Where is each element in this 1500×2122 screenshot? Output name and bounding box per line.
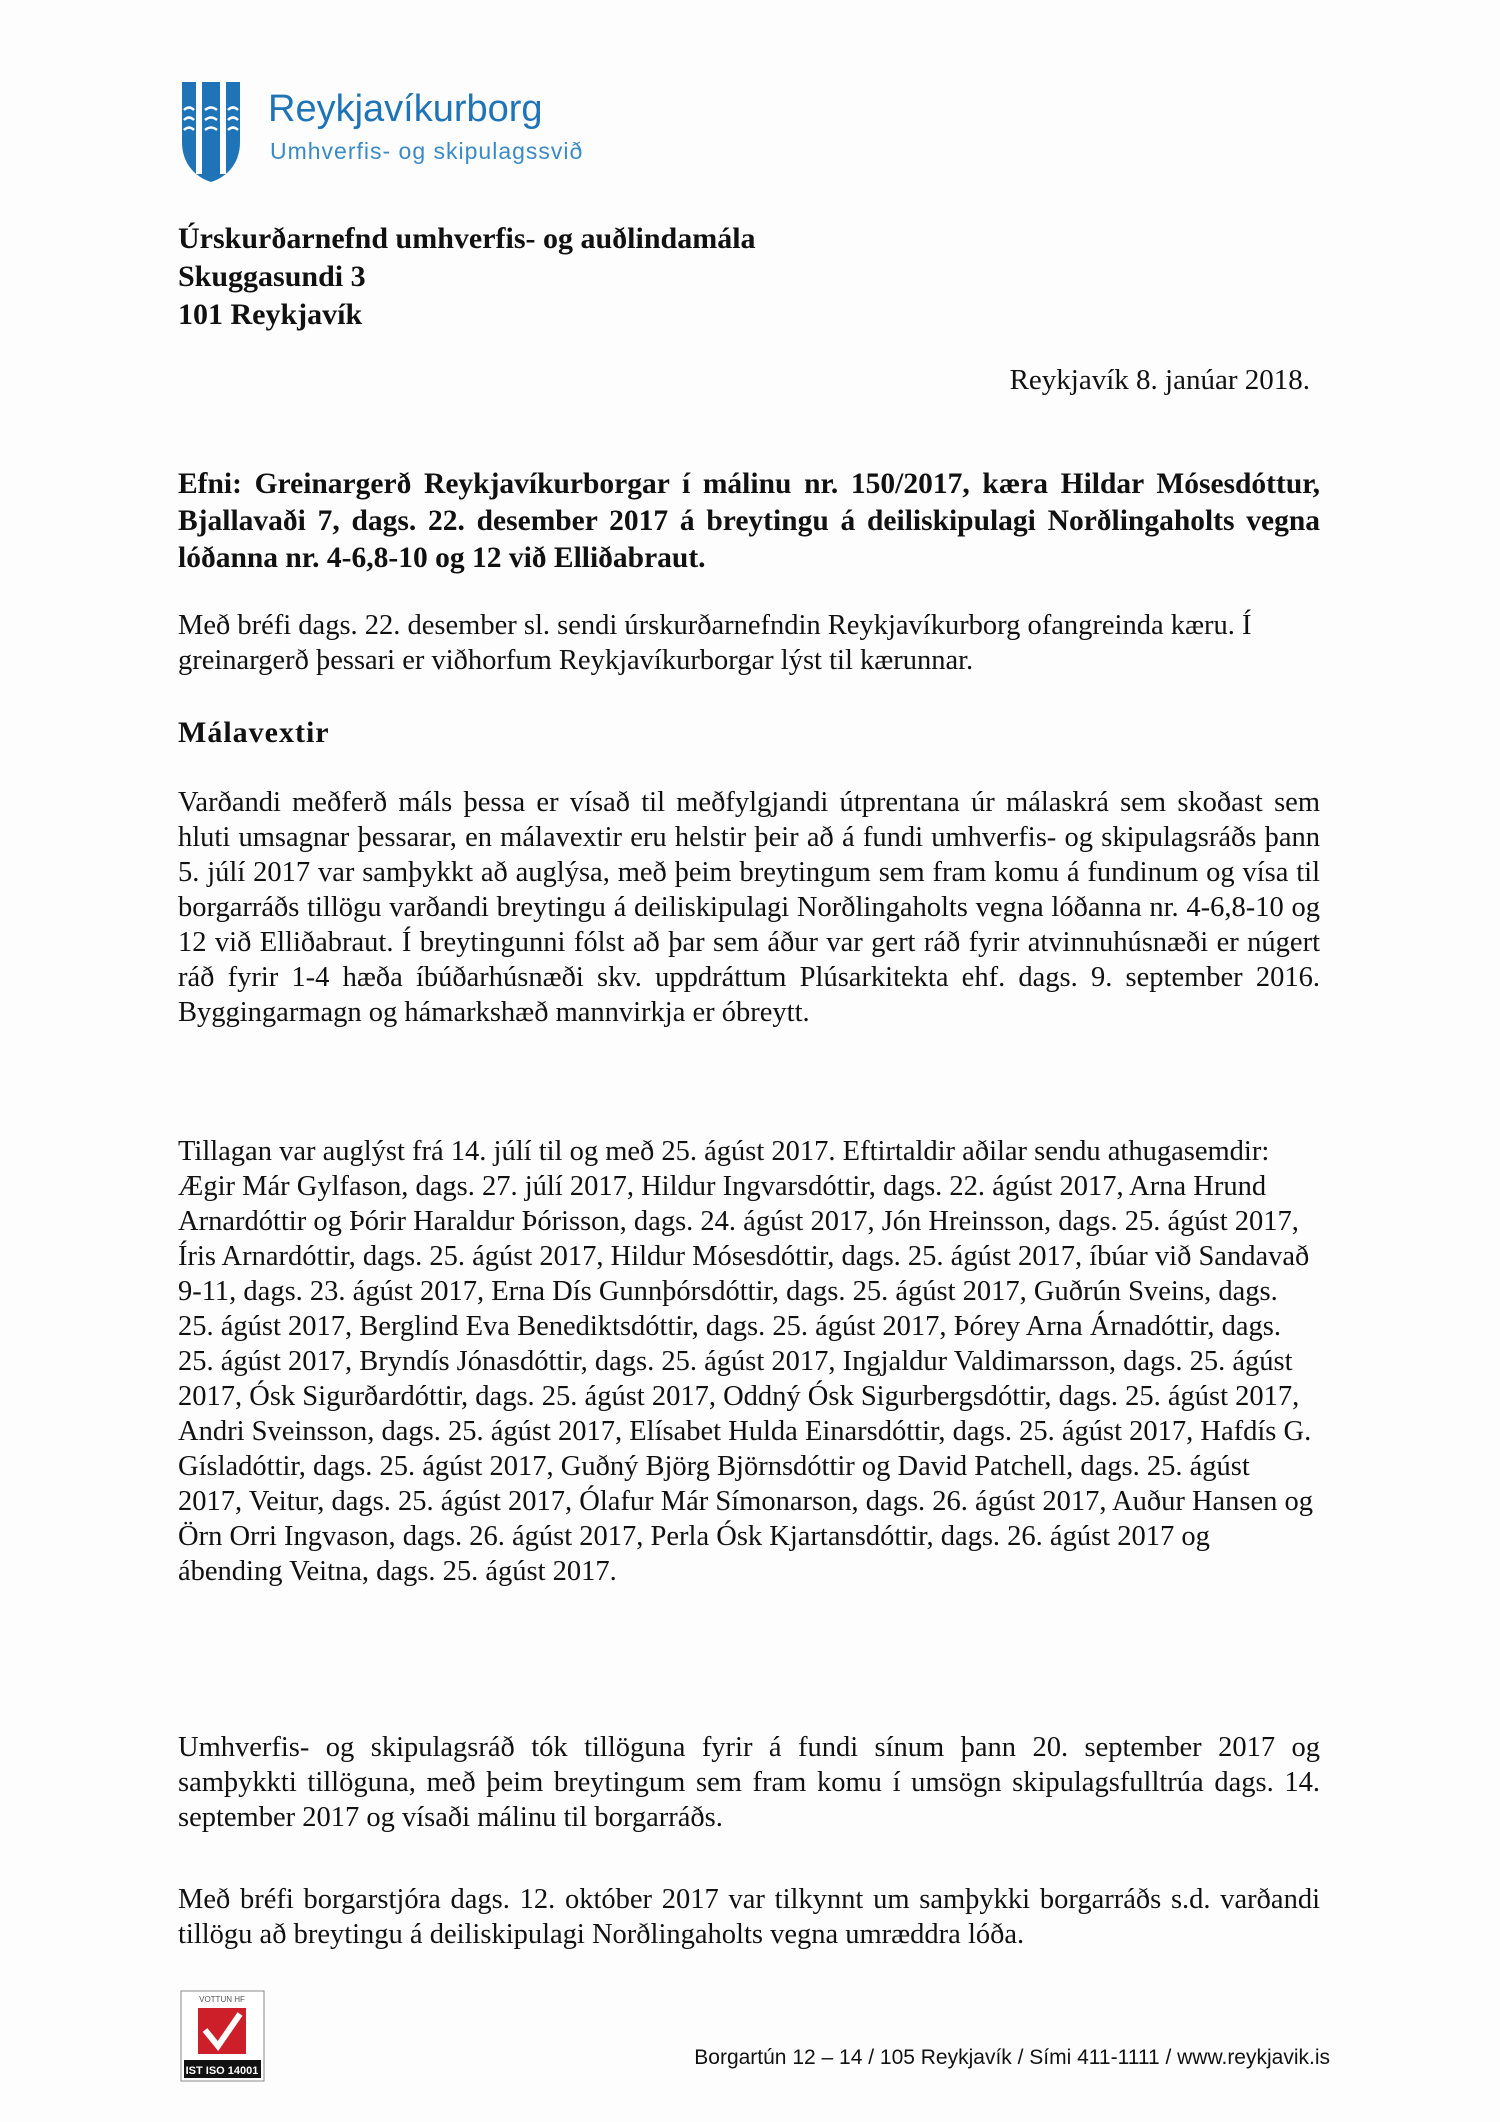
letter-date: Reykjavík 8. janúar 2018.	[1009, 364, 1310, 396]
department-name: Umhverfis- og skipulagssvið	[270, 138, 584, 164]
section-heading: Málavextir	[178, 716, 330, 749]
subject-line: Efni: Greinargerð Reykjavíkurborgar í málinu nr. 150/2017, kæra Hildar Mósesdóttur, Bjallavaði 7, dags. 22. desember 2017 á breytingu á deiliskipulagi Norðlingaholts vegna lóðanna nr. 4-6,8-10 og 12 við Elliðabraut.	[178, 468, 1320, 574]
paragraph-2: Tillagan var auglýst frá 14. júlí til og með 25. ágúst 2017. Eftirtaldir aðilar sendu athugasemdir: Ægir Már Gylfason, dags. 27. júlí 2017, Hildur Ingvarsdóttir, dags. 22. ágúst 2017, Arna Hrund Arnardóttir og Þórir Haraldur Þórisson, dags. 24. ágúst 2017, Jón Hreinsson, dags. 25. ágúst 2017, Íris Arnardóttir, dags. 25. ágúst 2017, Hildur Mósesdóttir, dags. 25. ágúst 2017, íbúar við Sandavað 9-11, dags. 23. ágúst 2017, Erna Dís Gunnþórsdóttir, dags. 25. ágúst 2017, Guðrún Sveins, dags. 25. ágúst 2017, Berglind Eva Benediktsdóttir, dags. 25. ágúst 2017, Þórey Arna Árnadóttir, dags. 25. ágúst 2017, Bryndís Jónasdóttir, dags. 25. ágúst 2017, Ingjaldur Valdimarsson, dags. 25. ágúst 2017, Ósk Sigurðardóttir, dags. 25. ágúst 2017, Oddný Ósk Sigurbergsdóttir, dags. 25. ágúst 2017, Andri Sveinsson, dags. 25. ágúst 2017, Elísabet Hulda Einarsdóttir, dags. 25. ágúst 2017, Hafdís G. Gísladóttir, dags. 25. ágúst 2017, Guðný Björg Björnsdóttir og David Patchell, dags. 25. ágúst 2017, Veitur, dags. 25. ágúst 2017, Ólafur Már Símonarson, dags. 26. ágúst 2017, Auður Hansen og Örn Orri Ingvason, dags. 26. ágúst 2017, Perla Ósk Kjartansdóttir, dags. 26. ágúst 2017 og ábending Veitna, dags. 25. ágúst 2017.	[178, 1136, 1314, 1587]
paragraph-3: Umhverfis- og skipulagsráð tók tillöguna fyrir á fundi sínum þann 20. september 2017 og samþykkti tillöguna, með þeim breytingum sem fram komu í umsögn skipulagsfulltrúa dags. 14. september 2017 og vísaði málinu til borgarráðs.	[178, 1732, 1320, 1833]
paragraph-4: Með bréfi borgarstjóra dags. 12. október 2017 var tilkynnt um samþykki borgarráðs s.d. varðandi tillögu að breytingu á deiliskipulagi Norðlingaholts vegna umræddra lóða.	[178, 1884, 1320, 1950]
cert-top-text: VOTTUN HF	[199, 1995, 245, 2004]
intro-paragraph: Með bréfi dags. 22. desember sl. sendi úrskurðarnefndin Reykjavíkurborg ofangreinda kæru. Í greinargerð þessari er viðhorfum Reykjavíkurborgar lýst til kærunnar.	[178, 610, 1252, 676]
footer-contact: Borgartún 12 – 14 / 105 Reykjavík / Sími 411-1111 / www.reykjavik.is	[694, 2046, 1330, 2069]
paragraph-1: Varðandi meðferð máls þessa er vísað til meðfylgjandi útprentana úr málaskrá sem skoðast sem hluti umsagnar þessarar, en málavextir eru helstir þeir að á fundi umhverfis- og skipulagsráðs þann 5. júlí 2017 var samþykkt að auglýsa, með þeim breytingum sem fram komu á fundinum og vísa til borgarráðs tillögu varðandi breytingu á deiliskipulagi Norðlingaholts vegna lóðanna nr. 4-6,8-10 og 12 við Elliðabraut. Í breytingunni fólst að þar sem áður var gert ráð fyrir atvinnuhúsnæði er núgert ráð fyrir 1-4 hæða íbúðarhúsnæði skv. uppdráttum Plúsarkitekta ehf. dags. 9. september 2016. Byggingarmagn og hámarkshæð mannvirkja er óbreytt.	[178, 787, 1320, 1028]
cert-bottom-text: IST ISO 14001	[185, 2065, 259, 2077]
org-name: Reykjavíkurborg	[268, 88, 543, 130]
recipient-line-2: Skuggasundi 3	[178, 260, 366, 293]
iso-certification-logo	[180, 1990, 265, 2082]
recipient-line-3: 101 Reykjavík	[178, 298, 363, 331]
recipient-line-1: Úrskurðarnefnd umhverfis- og auðlindamála	[178, 222, 756, 255]
reykjavik-shield-icon	[180, 80, 242, 184]
letterhead	[180, 80, 680, 190]
recipient-address	[178, 220, 756, 334]
